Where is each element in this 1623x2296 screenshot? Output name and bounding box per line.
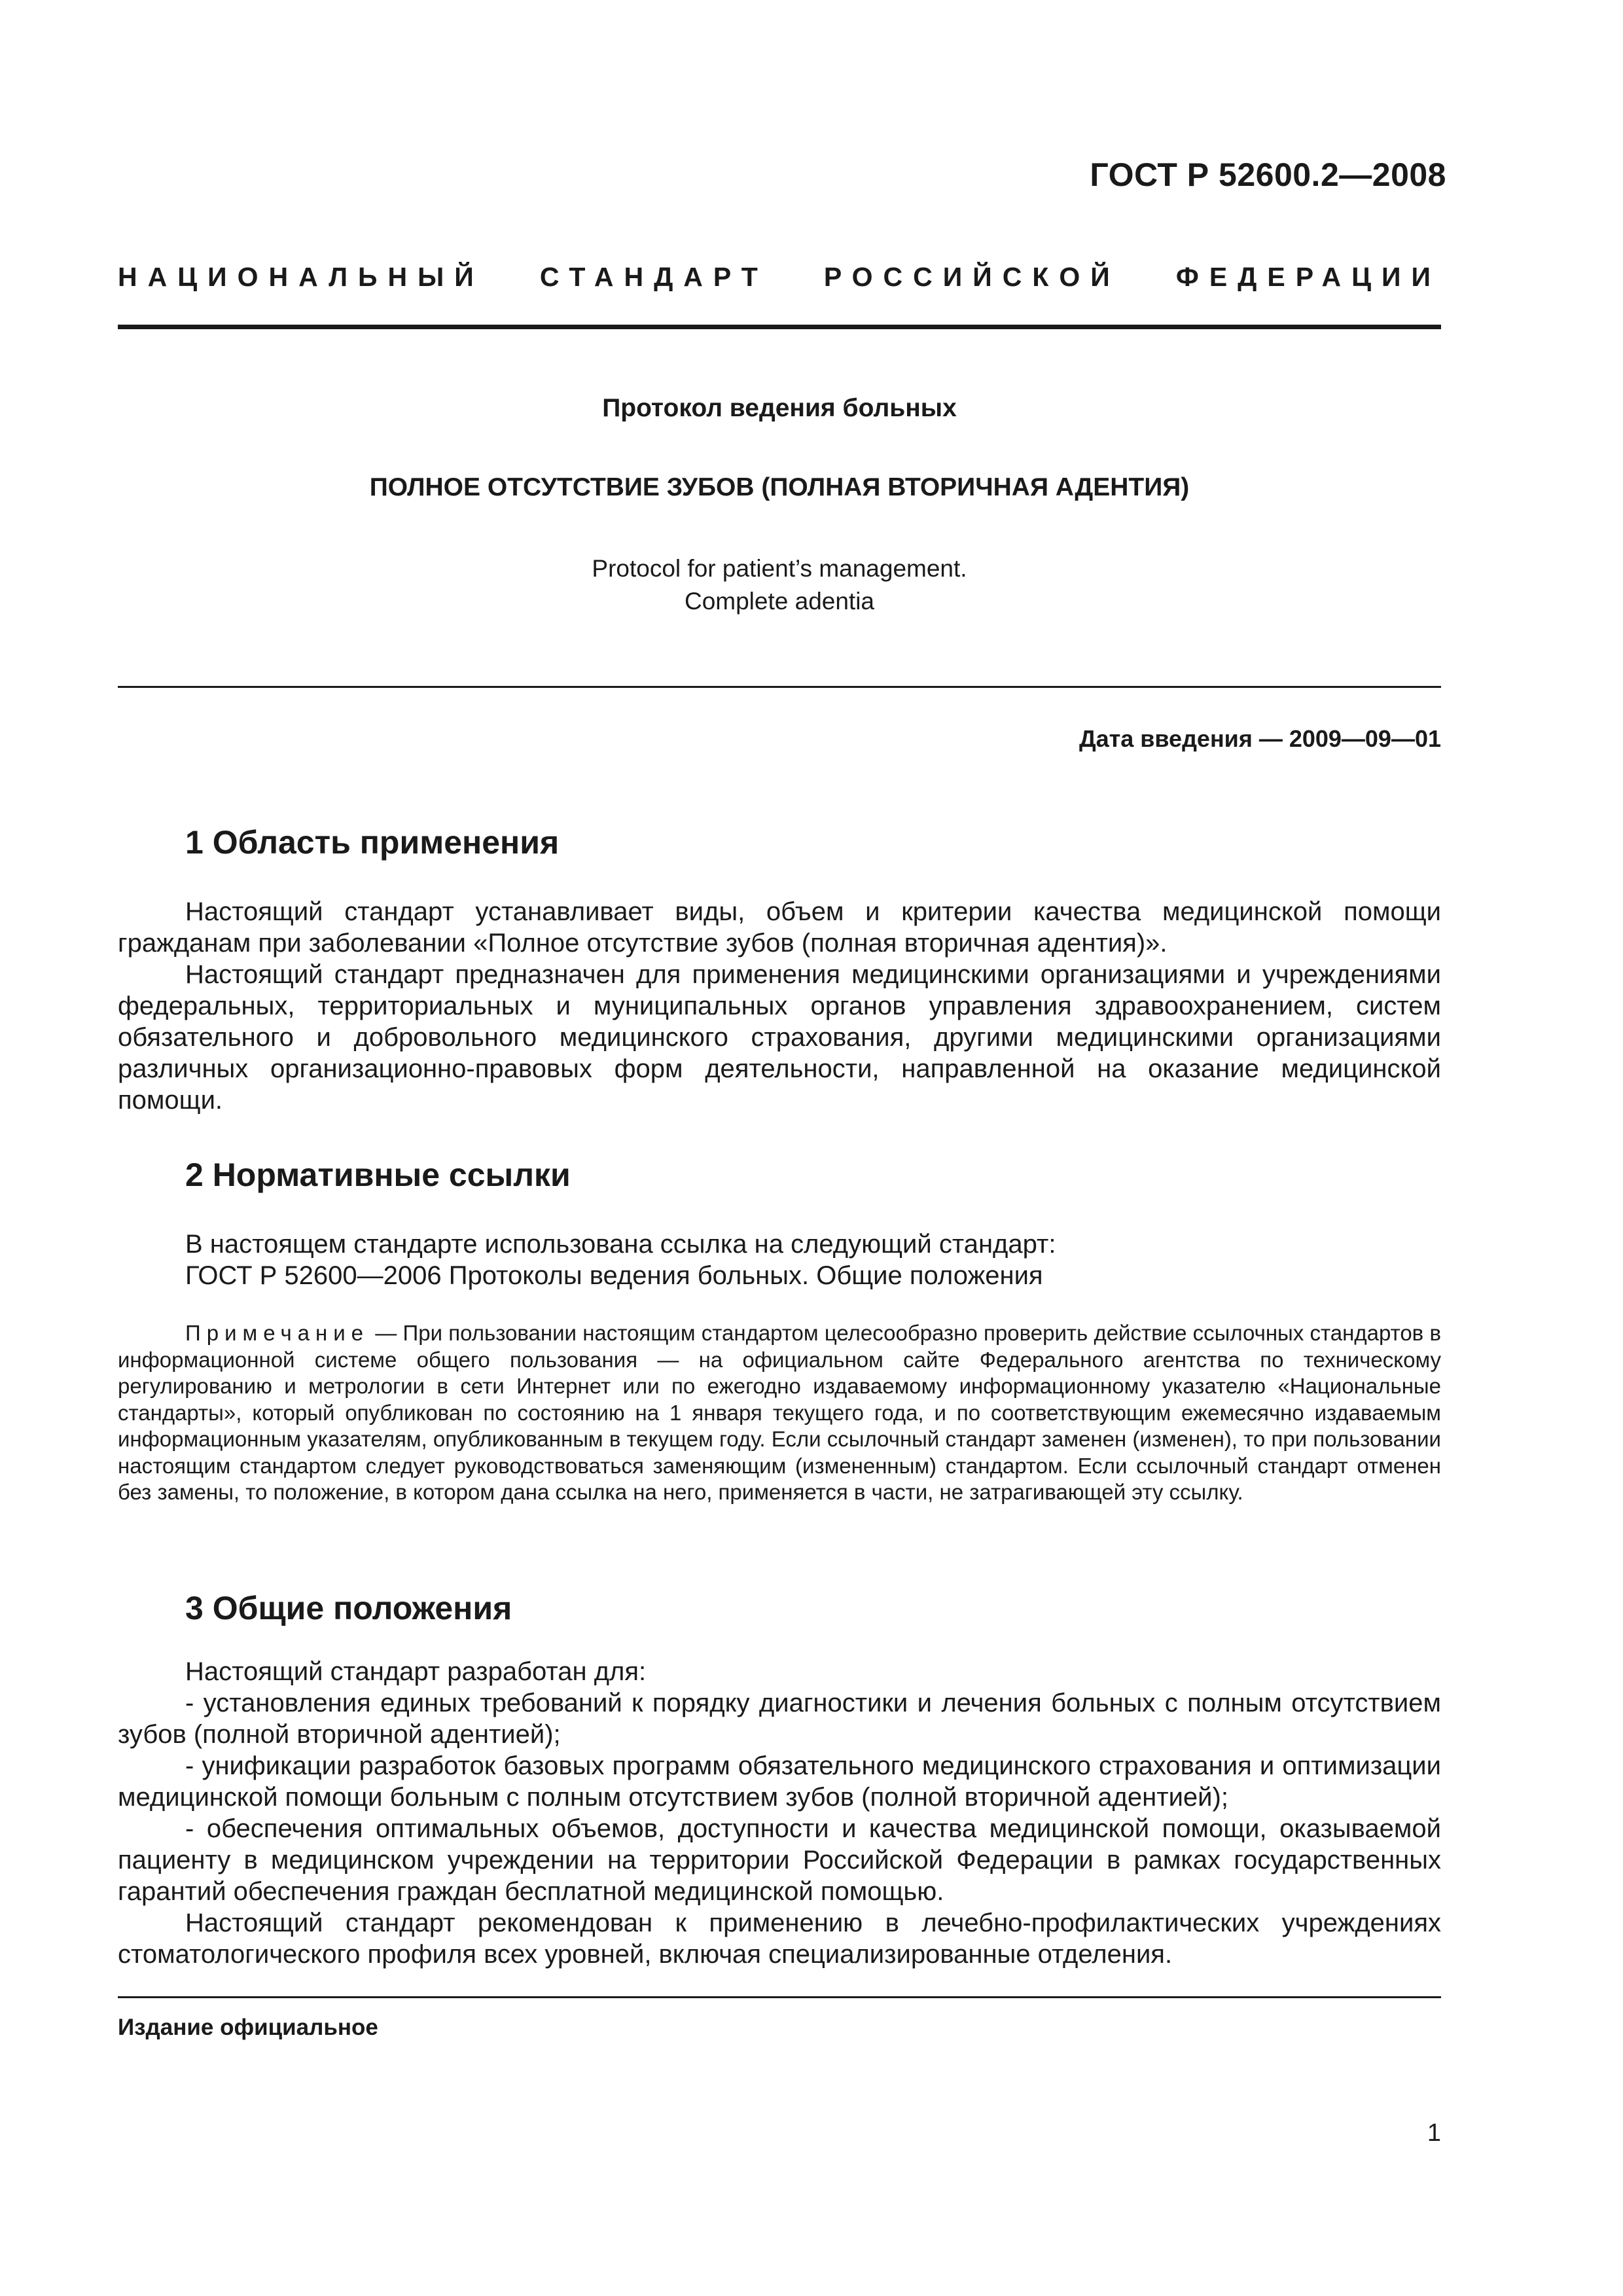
- document-number: ГОСТ Р 52600.2—2008: [1090, 156, 1446, 193]
- header-word-4: ФЕДЕРАЦИИ: [1175, 262, 1441, 292]
- section-3-paragraph-5: Настоящий стандарт рекомендован к применению в лечебно-профилактических учреждениях стоматологического профиля всех уровней, включая специализированные отделения.: [118, 1909, 1441, 1969]
- section-3-body: [118, 1656, 1441, 1970]
- document-title-english: [118, 552, 1441, 618]
- section-3-heading: 3 Общие положения: [185, 1590, 512, 1626]
- document-title: ПОЛНОЕ ОТСУТСТВИЕ ЗУБОВ (ПОЛНАЯ ВТОРИЧНАЯ АДЕНТИЯ): [369, 473, 1190, 501]
- section-3-paragraph-4: - обеспечения оптимальных объемов, доступности и качества медицинской помощи, оказываемой пациенту в медицинском учреждении на территории Российской Федерации в рамках государственных гарантий обеспечения граждан бесплатной медицинской помощью.: [118, 1814, 1441, 1906]
- section-2-paragraph-1: В настоящем стандарте использована ссылка на следующий стандарт:: [185, 1230, 1056, 1259]
- section-2-heading: 2 Нормативные ссылки: [185, 1157, 571, 1193]
- header-word-1: НАЦИОНАЛЬНЫЙ: [118, 262, 484, 292]
- edition-label: Издание официальное: [118, 2015, 378, 2040]
- section-3-paragraph-2: - установления единых требований к порядку диагностики и лечения больных с полным отсутствием зубов (полной вторичной адентией);: [118, 1689, 1441, 1749]
- note-body: — При пользовании настоящим стандартом целесообразно проверить действие ссылочных стандартов в информационной системе общего пользования — на официальном сайте Федерального агентства по техническому регулированию и метрологии в сети Интернет или по ежегодно издаваемому информационному указателю «Национальные стандарты», который опубликован по состоянию на 1 января текущего года, и по соответствующим ежемесячно издаваемым информационным указателям, опубликованным в текущем году. Если ссылочный стандарт заменен (изменен), то при пользовании настоящим стандартом следует руководствоваться заменяющим (измененным) стандартом. Если ссылочный стандарт отменен без замены, то положение, в котором дана ссылка на него, применяется в части, не затрагивающей эту ссылку.: [118, 1321, 1441, 1504]
- header-word-2: СТАНДАРТ: [539, 262, 768, 292]
- introduction-date: Дата введения — 2009—09—01: [1079, 725, 1441, 752]
- title-divider: [118, 686, 1441, 688]
- title-en-line-2: Complete adentia: [684, 588, 875, 615]
- section-2-body: [118, 1229, 1441, 1291]
- header-word-3: РОССИЙСКОЙ: [823, 262, 1120, 292]
- note-label: Примечание: [185, 1321, 370, 1345]
- section-2-reference: ГОСТ Р 52600—2006 Протоколы ведения больных. Общие положения: [185, 1261, 1043, 1290]
- section-1-paragraph-1: Настоящий стандарт устанавливает виды, объем и критерии качества медицинской помощи гражданам при заболевании «Полное отсутствие зубов (полная вторичная адентия)».: [118, 897, 1441, 958]
- section-3-paragraph-1: Настоящий стандарт разработан для:: [185, 1657, 647, 1686]
- title-en-line-1: Protocol for patient’s management.: [592, 555, 967, 582]
- national-standard-header: [118, 262, 1441, 293]
- section-1-heading: 1 Область применения: [185, 824, 560, 861]
- page-number: 1: [1427, 2119, 1441, 2147]
- section-3-paragraph-3: - унификации разработок базовых программ обязательного медицинского страхования и оптимизации медицинской помощи больным с полным отсутствием зубов (полной вторичной адентией);: [118, 1751, 1441, 1812]
- header-divider: [118, 325, 1441, 329]
- footer-divider: [118, 1996, 1441, 1998]
- section-1-paragraph-2: Настоящий стандарт предназначен для применения медицинскими организациями и учреждениями федеральных, территориальных и муниципальных органов управления здравоохранением, систем обязательного и добровольного медицинского страхования, другими медицинскими организациями различных организационно-правовых форм деятельности, направленной на оказание медицинской помощи.: [118, 960, 1441, 1115]
- section-2-note: [118, 1320, 1441, 1506]
- document-subtitle: Протокол ведения больных: [602, 394, 957, 422]
- section-1-body: [118, 896, 1441, 1116]
